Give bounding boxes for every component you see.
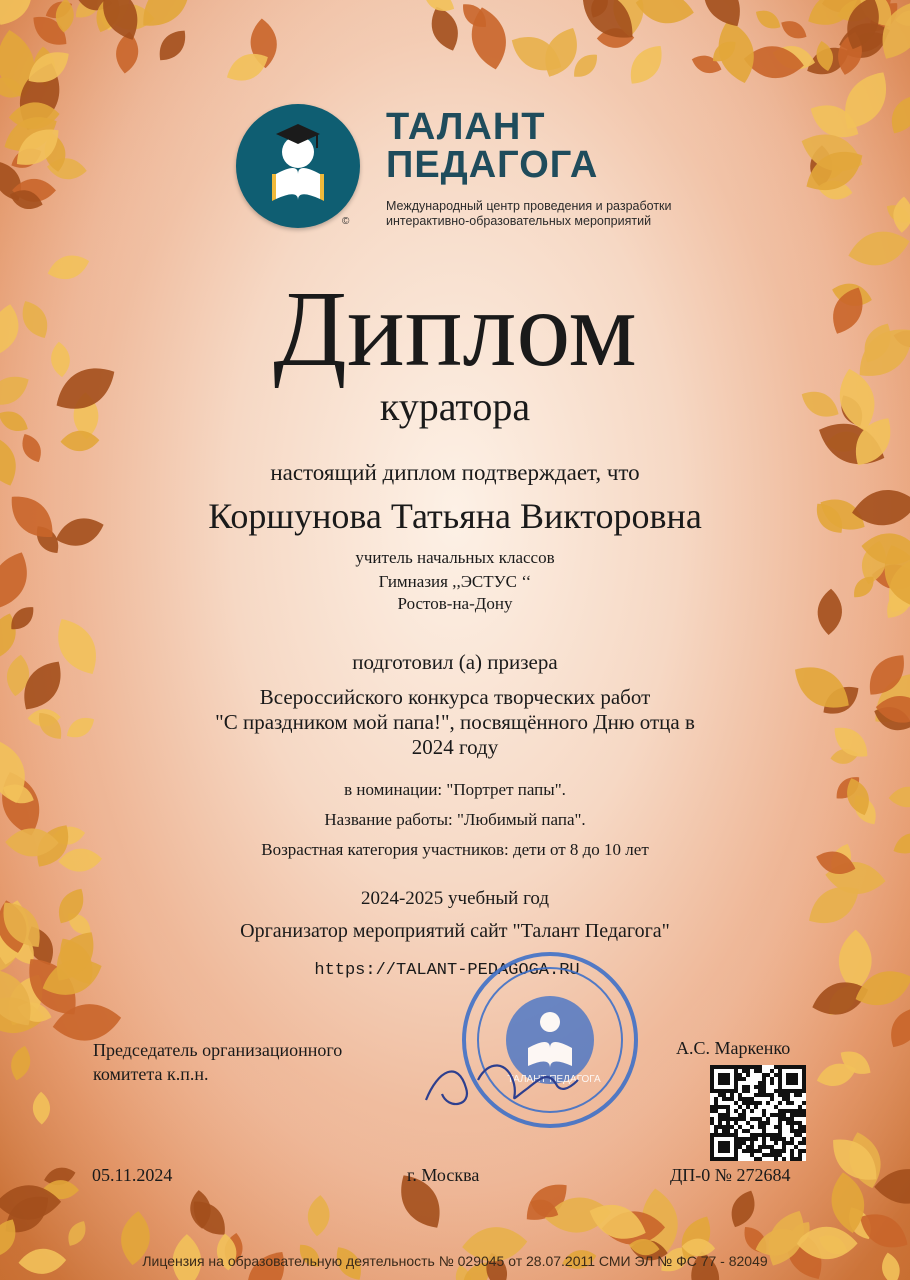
chairman-title [93, 1038, 342, 1086]
age-category-text: Возрастная категория участников: дети от 8 до 10 лет [261, 840, 649, 859]
logo-title [386, 108, 598, 184]
qr-code-icon [710, 1065, 806, 1161]
stamp-center-text: ТАЛАНТ ПЕДАГОГА [507, 1074, 601, 1085]
logo-subtitle-line2: интерактивно-образовательных мероприятий [386, 214, 652, 228]
diploma-subtitle: куратора [379, 384, 531, 429]
signer-name: А.С. Маркенко [676, 1038, 791, 1058]
recipient-school: Гимназия ,,ЭСТУС ‘‘ [378, 572, 532, 591]
recipient-city: Ростов-на-Дону [397, 594, 513, 613]
organizer-logo [236, 104, 360, 228]
recipient-name: Коршунова Татьяна Викторовна [208, 496, 702, 536]
license-text: Лицензия на образовательную деятельность № 029045 от 28.07.2011 СМИ ЭЛ № ФС 77 - 82049 [142, 1253, 768, 1269]
logo-subtitle [386, 199, 686, 229]
qr-code[interactable] [710, 1065, 806, 1161]
logo-subtitle-line1: Международный центр проведения и разработки [386, 199, 672, 213]
teacher-book-icon [236, 104, 360, 228]
achievement-text: подготовил (а) призера [352, 650, 558, 674]
issue-place: г. Москва [407, 1165, 480, 1185]
chairman-line1: Председатель организационного [93, 1040, 343, 1060]
contest-line3: 2024 году [411, 735, 499, 759]
chairman-line2: комитета к.п.н. [93, 1064, 209, 1084]
nomination-text: в номинации: "Портрет папы". [344, 780, 566, 799]
contest-line2: "С праздником мой папа!", посвящённого Дню отца в [215, 710, 695, 734]
diploma-title: Диплом [273, 270, 637, 389]
confirm-text: настоящий диплом подтверждает, что [270, 460, 640, 485]
document-number: ДП-0 № 272684 [670, 1165, 791, 1185]
handwritten-signature [418, 1040, 598, 1120]
logo-title-line2: ПЕДАГОГА [386, 144, 599, 186]
contest-line1: Всероссийского конкурса творческих работ [259, 685, 651, 709]
website-link[interactable]: https://TALANT-PEDAGOGA.RU [314, 961, 580, 980]
academic-year: 2024-2025 учебный год [360, 888, 550, 909]
copyright-mark: © [342, 216, 350, 227]
logo-title-line1: ТАЛАНТ [386, 106, 546, 148]
work-title-text: Название работы: "Любимый папа". [324, 810, 586, 829]
issue-date: 05.11.2024 [92, 1165, 173, 1185]
recipient-position: учитель начальных классов [355, 548, 555, 567]
organizer-text: Организатор мероприятий сайт "Талант Педагога" [240, 920, 670, 942]
